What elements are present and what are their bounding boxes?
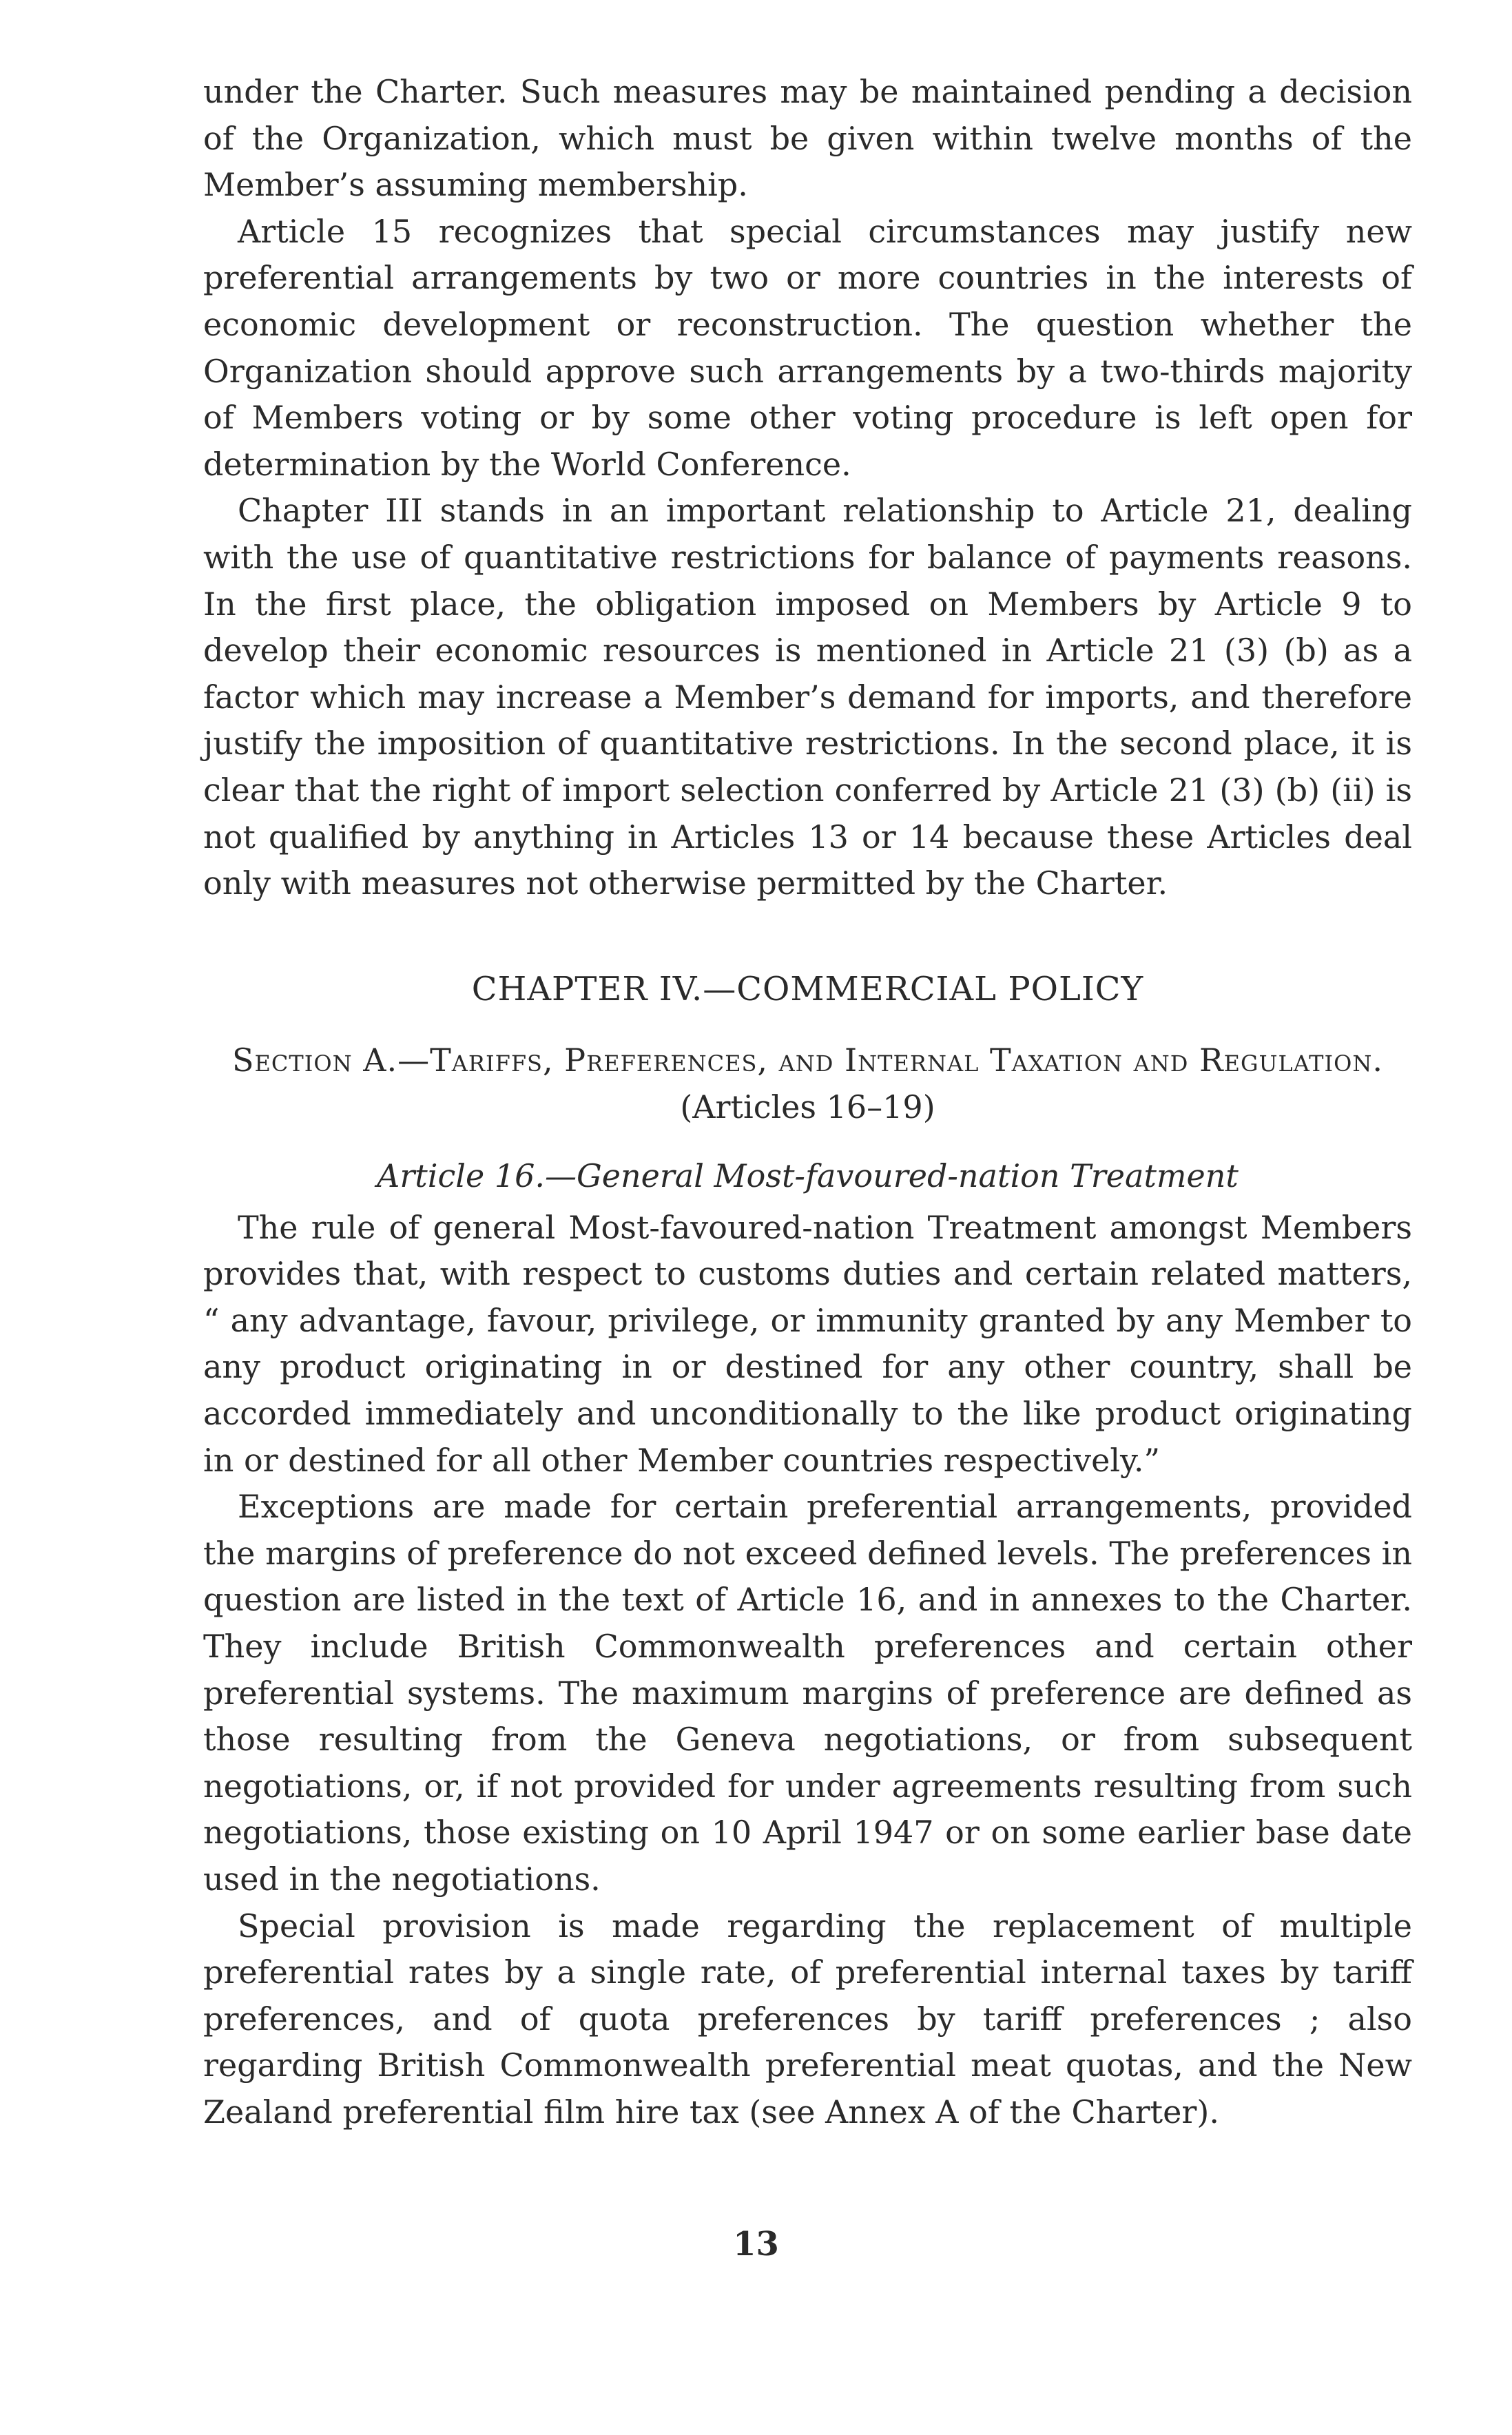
page-number: 13 [733,2225,779,2263]
article-heading: Article 16.—General Most-favoured-nation Treatment [377,1157,1239,1194]
section-heading-articles: (Articles 16–19) [680,1088,935,1126]
paragraph-mfn-rule: The rule of general Most-favoured-nation Treatment amongst Members provides that, with respect to customs duties and certain related matters, “ any advantage, favour, privilege, or immunity granted by any Member to any product originating in or destined for any other country, shall be accorded immediately and unconditionally to the like product originating in or destined for all other Member countries respectively.” [203,1208,1412,1479]
paragraph-article-15: Article 15 recognizes that special circumstances may justify new preferential arrangements by two or more countries in the interests of economic development or reconstruction. The question whether the Organization should approve such arrangements by a two-thirds majority of Members voting or by some other voting procedure is left open for determination by the World Conference. [203,212,1412,483]
paragraph-continuation: under the Charter. Such measures may be maintained pending a decision of the Organization, which must be given within twelve months of the Member’s assuming membership. [203,73,1412,204]
chapter-title: CHAPTER IV.—COMMERCIAL POLICY [471,969,1144,1008]
section-heading [203,1037,1412,1130]
paragraph-exceptions: Exceptions are made for certain preferential arrangements, provided the margins of preference do not exceed defined levels. The preferences in question are listed in the text of Article 16, and in annexes to the Charter. They include British Commonwealth preferences and certain other preferential systems. The maximum margins of preference are defined as those resulting from the Geneva negotiations, or from subsequent negotiations, or, if not provided for under agreements resulting from such negotiations, those existing on 10 April 1947 or on some earlier base date used in the negotiations. [203,1488,1412,1898]
paragraph-special-provision: Special provision is made regarding the replacement of multiple preferential rates by a single rate, of preferential internal taxes by tariff preferences, and of quota preferences by tariff preferences ; also regarding British Commonwealth preferential meat quotas, and the New Zealand preferential film hire tax (see Annex A of the Charter). [203,1907,1412,2131]
section-heading-title: Section A.—Tariffs, Preferences, and Internal Taxation and Regulation. [232,1041,1383,1079]
paragraph-chapter-iii: Chapter III stands in an important relationship to Article 21, dealing with the use of quantitative restrictions for balance of payments reasons. In the first place, the obligation imposed on Members by Article 9 to develop their economic resources is mentioned in Article 21 (3) (b) as a factor which may increase a Member’s demand for imports, and therefore justify the imposition of quantitative restrictions. In the second place, it is clear that the right of import selection conferred by Article 21 (3) (b) (ii) is not qualified by anything in Articles 13 or 14 because these Articles deal only with measures not otherwise permitted by the Charter. [203,492,1412,902]
document-page [203,69,1412,2136]
